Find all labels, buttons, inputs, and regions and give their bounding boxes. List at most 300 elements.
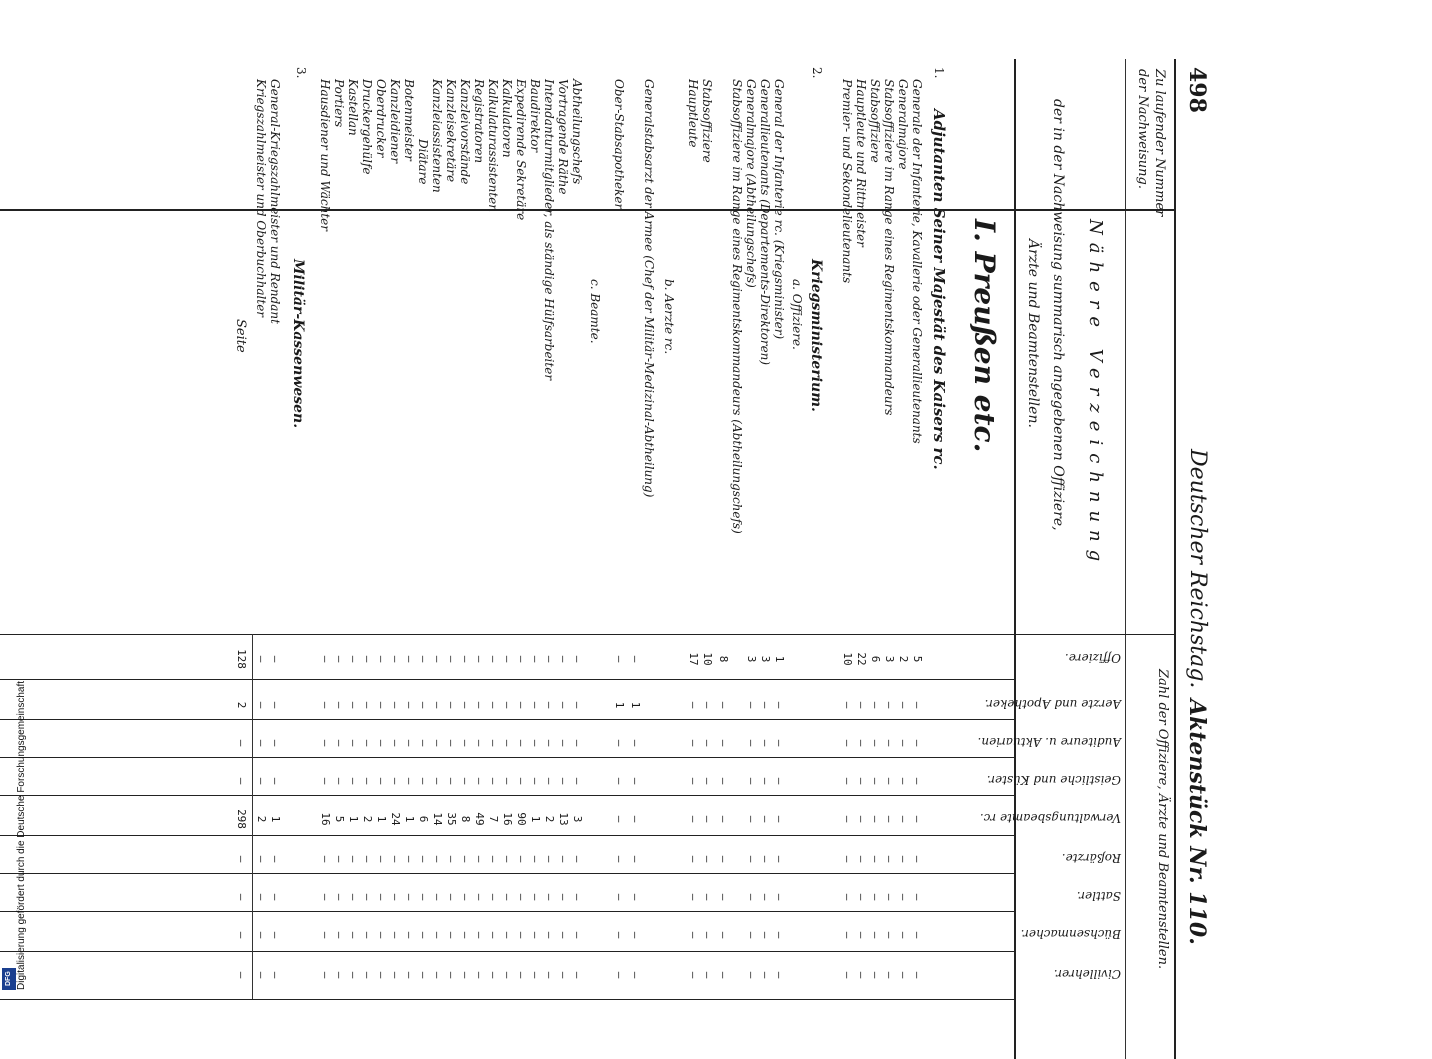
count-cell: 8 [717, 655, 730, 663]
count-cell: — [897, 893, 910, 901]
count-cell: 10 [701, 652, 714, 666]
group-2-c-row-9: Kanzleivorstände [458, 79, 472, 185]
count-cell: — [869, 931, 882, 939]
title-line-1: Nähere Verzeichnung [1085, 219, 1106, 570]
count-cell: — [571, 971, 584, 979]
count-cell: — [613, 777, 626, 785]
count-cell: — [687, 855, 700, 863]
count-cell: — [571, 739, 584, 747]
count-cell: — [445, 893, 458, 901]
count-cell: — [333, 931, 346, 939]
count-cell: — [911, 855, 924, 863]
group-2-c-row-19: Hausdiener und Wächter [318, 79, 332, 232]
group-2-c-row-15: Oberdrucker [374, 79, 388, 158]
count-cell: — [557, 855, 570, 863]
group-1-row-6: Premier- und Sekondelieutenants [840, 79, 854, 284]
count-cell: — [431, 655, 444, 663]
count-cell: — [389, 777, 402, 785]
count-cell: — [375, 971, 388, 979]
group-1-row-5: Hauptleute und Rittmeister [854, 79, 868, 247]
count-cell: — [347, 777, 360, 785]
count-cell: — [269, 655, 282, 663]
count-cell: — [687, 971, 700, 979]
column-header: Verwaltungsbeamte rc. [979, 811, 1121, 825]
count-cell: — [431, 931, 444, 939]
count-cell: — [417, 739, 430, 747]
count-cell: — [501, 739, 514, 747]
count-cell: — [869, 739, 882, 747]
count-cell: 35 [445, 812, 458, 826]
count-cell: — [459, 931, 472, 939]
count-cell: — [529, 701, 542, 709]
title-line-2: der in der Nachweisung summarisch angegebenen Offiziere, [1050, 99, 1066, 531]
count-cell: — [255, 655, 268, 663]
count-cell: — [841, 701, 854, 709]
count-cell: 1 [269, 815, 282, 823]
count-cell: — [773, 701, 786, 709]
count-cell: — [897, 739, 910, 747]
count-cell: — [445, 701, 458, 709]
count-cell: — [701, 701, 714, 709]
count-cell: — [571, 701, 584, 709]
group-2-c-row-6: Kalkulatoren [500, 79, 514, 158]
count-cell: 10 [841, 652, 854, 666]
count-cell: — [487, 971, 500, 979]
count-cell: — [269, 855, 282, 863]
count-cell: — [501, 931, 514, 939]
count-cell: — [269, 893, 282, 901]
count-cell: 3 [759, 655, 772, 663]
page-number: 498 [1184, 67, 1210, 113]
count-cell: — [687, 777, 700, 785]
count-cell: — [883, 739, 896, 747]
group-2-b-row-2: Ober-Stabsapotheker [612, 79, 626, 210]
count-cell: — [759, 815, 772, 823]
count-cell: — [629, 855, 642, 863]
count-cell: — [717, 893, 730, 901]
count-cell: — [459, 855, 472, 863]
group-2-a-row-2: Generallieutenants (Departements-Direktoren) [758, 79, 772, 366]
count-cell: — [773, 739, 786, 747]
count-cell: — [897, 815, 910, 823]
count-cell: — [445, 655, 458, 663]
count-cell: 22 [855, 652, 868, 666]
count-cell: 1 [403, 815, 416, 823]
count-cell: — [529, 893, 542, 901]
count-cell: — [773, 815, 786, 823]
group-3-title: Militär-Kassenwesen. [290, 259, 306, 429]
count-cell: — [717, 931, 730, 939]
count-cell: — [855, 815, 868, 823]
count-cell: — [911, 739, 924, 747]
count-cell: 5 [333, 815, 346, 823]
group-2-c-row-7: Kalkulaturassistenten [486, 79, 500, 213]
count-cell: 49 [473, 812, 486, 826]
count-cell: — [911, 931, 924, 939]
count-cell: — [701, 971, 714, 979]
group-1-row-2: Generalmajore [896, 79, 910, 170]
count-cell: — [431, 739, 444, 747]
count-cell: 5 [911, 655, 924, 663]
count-cell: — [459, 655, 472, 663]
count-cell: — [841, 971, 854, 979]
count-cell: 8 [459, 815, 472, 823]
count-cell: — [543, 701, 556, 709]
count-cell: — [501, 855, 514, 863]
count-cell: — [745, 855, 758, 863]
count-cell: — [629, 971, 642, 979]
count-cell: — [687, 739, 700, 747]
count-cell: — [361, 931, 374, 939]
count-cell: — [855, 931, 868, 939]
count-cell: — [487, 701, 500, 709]
count-cell: — [445, 855, 458, 863]
count-cell: — [487, 739, 500, 747]
count-cell: — [911, 701, 924, 709]
count-cell: — [773, 855, 786, 863]
count-cell: — [269, 739, 282, 747]
count-cell: 3 [571, 815, 584, 823]
count-cell: — [745, 815, 758, 823]
count-cell: — [717, 739, 730, 747]
count-cell: — [543, 971, 556, 979]
count-cell: — [255, 739, 268, 747]
count-cell: — [883, 931, 896, 939]
group-2-c-row-5: Expedirende Sekretäre [514, 79, 528, 221]
count-cell: 1 [773, 655, 786, 663]
count-cell: — [269, 971, 282, 979]
count-cell: — [347, 655, 360, 663]
count-cell: — [571, 893, 584, 901]
count-cell: — [347, 971, 360, 979]
count-cell: — [403, 655, 416, 663]
count-cell: — [473, 777, 486, 785]
count-cell: — [235, 855, 248, 863]
count-cell: — [897, 931, 910, 939]
count-cell: — [687, 815, 700, 823]
count-cell: 298 [235, 809, 248, 829]
count-cell: — [403, 971, 416, 979]
count-header: Zahl der Offiziere, Ärzte und Beamtenstellen. [1155, 669, 1170, 970]
count-cell: 6 [869, 655, 882, 663]
count-cell: — [487, 855, 500, 863]
count-cell: — [361, 893, 374, 901]
count-cell: — [459, 777, 472, 785]
count-cell: — [701, 777, 714, 785]
count-cell: 2 [255, 815, 268, 823]
count-cell: 2 [361, 815, 374, 823]
count-cell: — [869, 855, 882, 863]
count-cell: — [515, 855, 528, 863]
count-cell: 1 [629, 701, 642, 709]
group-2-a-row-1: General der Infanterie rc. (Kriegsminister) [772, 79, 786, 340]
document-number: Aktenstück Nr. 110. [1184, 699, 1210, 945]
column-number-label: Zu laufender Nummer der Nachweisung. [1135, 69, 1167, 217]
group-3-number: 3. [294, 67, 308, 79]
count-cell: — [911, 971, 924, 979]
count-cell: — [375, 777, 388, 785]
count-cell: — [629, 815, 642, 823]
count-cell: — [543, 893, 556, 901]
count-cell: — [557, 701, 570, 709]
count-cell: — [745, 739, 758, 747]
count-cell: — [319, 701, 332, 709]
count-cell: — [501, 971, 514, 979]
count-cell: — [459, 701, 472, 709]
publication-title: Deutscher Reichstag. [1185, 449, 1210, 689]
count-cell: — [269, 701, 282, 709]
count-cell: — [375, 931, 388, 939]
count-cell: — [361, 655, 374, 663]
count-cell: — [333, 739, 346, 747]
count-cell: — [629, 739, 642, 747]
count-cell: — [897, 777, 910, 785]
count-cell: — [473, 655, 486, 663]
count-cell: — [773, 777, 786, 785]
count-cell: — [501, 893, 514, 901]
count-cell: — [431, 893, 444, 901]
count-cell: — [403, 931, 416, 939]
count-cell: 2 [235, 701, 248, 709]
count-cell: — [431, 701, 444, 709]
column-header: Offiziere. [1064, 651, 1121, 665]
total-label: Seite [233, 319, 248, 353]
title-line-3: Ärzte und Beamtenstellen. [1025, 239, 1041, 428]
count-cell: — [855, 855, 868, 863]
count-cell: — [557, 655, 570, 663]
count-cell: — [701, 739, 714, 747]
count-cell: — [897, 855, 910, 863]
count-cell: — [855, 777, 868, 785]
count-cell: 90 [515, 812, 528, 826]
column-header: Sattler. [1076, 889, 1121, 903]
group-2-b-row-1: Generalstabsarzt der Armee (Chef der Militär-Medizinal-Abtheilung) [642, 79, 656, 498]
count-cell: 13 [557, 812, 570, 826]
count-cell: — [613, 739, 626, 747]
count-cell: — [773, 931, 786, 939]
count-cell: — [501, 701, 514, 709]
count-cell: — [701, 815, 714, 823]
group-2-title: Kriegsministerium. [808, 259, 824, 412]
group-2-c-row-14: Kanzleidiener [388, 79, 402, 164]
count-cell: 3 [883, 655, 896, 663]
count-cell: — [333, 777, 346, 785]
count-cell: 16 [501, 812, 514, 826]
page-edge-rule [0, 209, 1176, 211]
count-cell: — [347, 893, 360, 901]
count-cell: — [759, 777, 772, 785]
count-cell: — [515, 655, 528, 663]
count-cell: — [717, 815, 730, 823]
count-cell: — [515, 739, 528, 747]
column-header: Aerzte und Apotheker. [984, 697, 1121, 711]
count-cell: 14 [431, 812, 444, 826]
count-cell: 17 [687, 652, 700, 666]
count-cell: — [613, 655, 626, 663]
count-cell: — [855, 971, 868, 979]
count-cell: — [501, 655, 514, 663]
column-header: Büchsenmacher. [1020, 927, 1121, 941]
count-cell: — [745, 971, 758, 979]
count-cell: — [911, 893, 924, 901]
count-table [230, 575, 1360, 920]
count-cell: — [883, 815, 896, 823]
count-cell: — [319, 893, 332, 901]
group-2-subsection-c: c. Beamte. [588, 279, 602, 344]
count-cell: — [883, 777, 896, 785]
count-cell: — [869, 893, 882, 901]
count-cell: — [473, 855, 486, 863]
count-cell: — [841, 739, 854, 747]
count-cell: — [403, 855, 416, 863]
column-header: Geistliche und Küster. [986, 773, 1121, 787]
count-cell: — [701, 893, 714, 901]
count-cell: — [375, 655, 388, 663]
group-2-subsection-a: a. Offiziere. [790, 279, 804, 350]
group-2-c-row-11: Kanzleiassistenten [430, 79, 444, 193]
column-header: Civillehrer. [1053, 967, 1121, 981]
count-cell: 1 [613, 701, 626, 709]
count-cell: — [375, 893, 388, 901]
count-cell: — [389, 701, 402, 709]
footer-credit: Digitalisierung gefördert durch die Deutsche Forschungsgemeinschaft [16, 680, 27, 990]
count-cell: 6 [417, 815, 430, 823]
count-cell: — [543, 739, 556, 747]
count-cell: — [333, 701, 346, 709]
count-cell: — [417, 971, 430, 979]
count-cell: — [515, 893, 528, 901]
count-cell: — [269, 931, 282, 939]
count-cell: — [717, 855, 730, 863]
count-cell: — [375, 855, 388, 863]
count-cell: — [389, 893, 402, 901]
count-cell: — [235, 971, 248, 979]
count-cell: — [445, 777, 458, 785]
dfg-logo: DFG [2, 968, 16, 990]
count-cell: — [745, 931, 758, 939]
count-cell: — [255, 701, 268, 709]
count-cell: 3 [745, 655, 758, 663]
count-cell: — [571, 655, 584, 663]
count-cell: — [389, 739, 402, 747]
count-cell: — [759, 893, 772, 901]
count-cell: — [613, 855, 626, 863]
column-header: Roßärzte. [1061, 851, 1121, 865]
count-cell: — [235, 777, 248, 785]
group-2-c-row-12: Diätare [416, 139, 430, 185]
count-cell: — [403, 739, 416, 747]
count-cell: — [389, 855, 402, 863]
count-cell: — [571, 855, 584, 863]
count-cell: — [883, 893, 896, 901]
count-cell: — [431, 777, 444, 785]
count-cell: — [841, 855, 854, 863]
count-cell: — [459, 739, 472, 747]
count-cell: — [629, 931, 642, 939]
count-cell: — [515, 701, 528, 709]
count-cell: — [613, 931, 626, 939]
count-cell: — [417, 777, 430, 785]
group-3-row-2: Kriegszahlmeister und Oberbuchhalter [254, 79, 268, 318]
count-cell: — [361, 855, 374, 863]
count-cell: — [629, 777, 642, 785]
count-cell: — [515, 777, 528, 785]
count-cell: — [529, 777, 542, 785]
count-cell: — [613, 893, 626, 901]
count-cell: — [717, 971, 730, 979]
group-2-c-row-1: Abtheilungschefs [570, 79, 584, 185]
count-cell: — [473, 701, 486, 709]
count-cell: — [235, 931, 248, 939]
count-cell: — [897, 701, 910, 709]
count-cell: — [557, 739, 570, 747]
count-cell: — [319, 931, 332, 939]
count-cell: — [389, 655, 402, 663]
count-cell: — [883, 701, 896, 709]
count-cell: — [557, 931, 570, 939]
count-cell: — [417, 931, 430, 939]
count-cell: 7 [487, 815, 500, 823]
count-cell: — [897, 971, 910, 979]
count-cell: — [855, 739, 868, 747]
group-2-c-row-2: Vortragende Räthe [556, 79, 570, 195]
count-cell: 128 [235, 649, 248, 669]
count-cell: — [375, 739, 388, 747]
count-cell: — [487, 893, 500, 901]
count-cell: — [255, 971, 268, 979]
count-cell: — [759, 701, 772, 709]
group-2-a-row-3: Generalmajore (Abtheilungschefs) [744, 79, 758, 288]
count-cell: — [333, 971, 346, 979]
count-cell: — [459, 971, 472, 979]
group-2-c-row-16: Druckergehülfe [360, 79, 374, 175]
count-cell: — [361, 701, 374, 709]
group-2-a-row-5: Stabsoffiziere [700, 79, 714, 163]
count-cell: — [515, 931, 528, 939]
count-cell: — [773, 971, 786, 979]
count-cell: — [557, 971, 570, 979]
count-cell: — [389, 931, 402, 939]
count-cell: — [255, 931, 268, 939]
count-cell: 16 [319, 812, 332, 826]
count-cell: — [629, 655, 642, 663]
group-2-c-row-4: Baudirektor [528, 79, 542, 153]
count-cell: — [501, 777, 514, 785]
count-cell: 1 [347, 815, 360, 823]
count-cell: — [319, 971, 332, 979]
group-2-subsection-b: b. Aerzte rc. [662, 279, 676, 355]
count-cell: — [883, 855, 896, 863]
group-1-number: 1. [932, 67, 946, 79]
count-cell: — [571, 777, 584, 785]
count-cell: — [403, 777, 416, 785]
count-cell: — [745, 777, 758, 785]
group-2-c-row-13: Botenmeister [402, 79, 416, 161]
count-cell: — [911, 815, 924, 823]
count-cell: — [717, 777, 730, 785]
count-cell: — [515, 971, 528, 979]
count-cell: — [529, 655, 542, 663]
count-cell: — [431, 855, 444, 863]
count-cell: — [487, 777, 500, 785]
group-1-row-1: Generale der Infanterie, Kavallerie oder Generallieutenants [910, 79, 924, 444]
count-cell: — [911, 777, 924, 785]
group-1-title: Adjutanten Seiner Majestät des Kaisers rc. [930, 109, 948, 470]
count-cell: — [417, 701, 430, 709]
count-cell: 24 [389, 812, 402, 826]
count-cell: — [375, 701, 388, 709]
count-cell: — [687, 893, 700, 901]
